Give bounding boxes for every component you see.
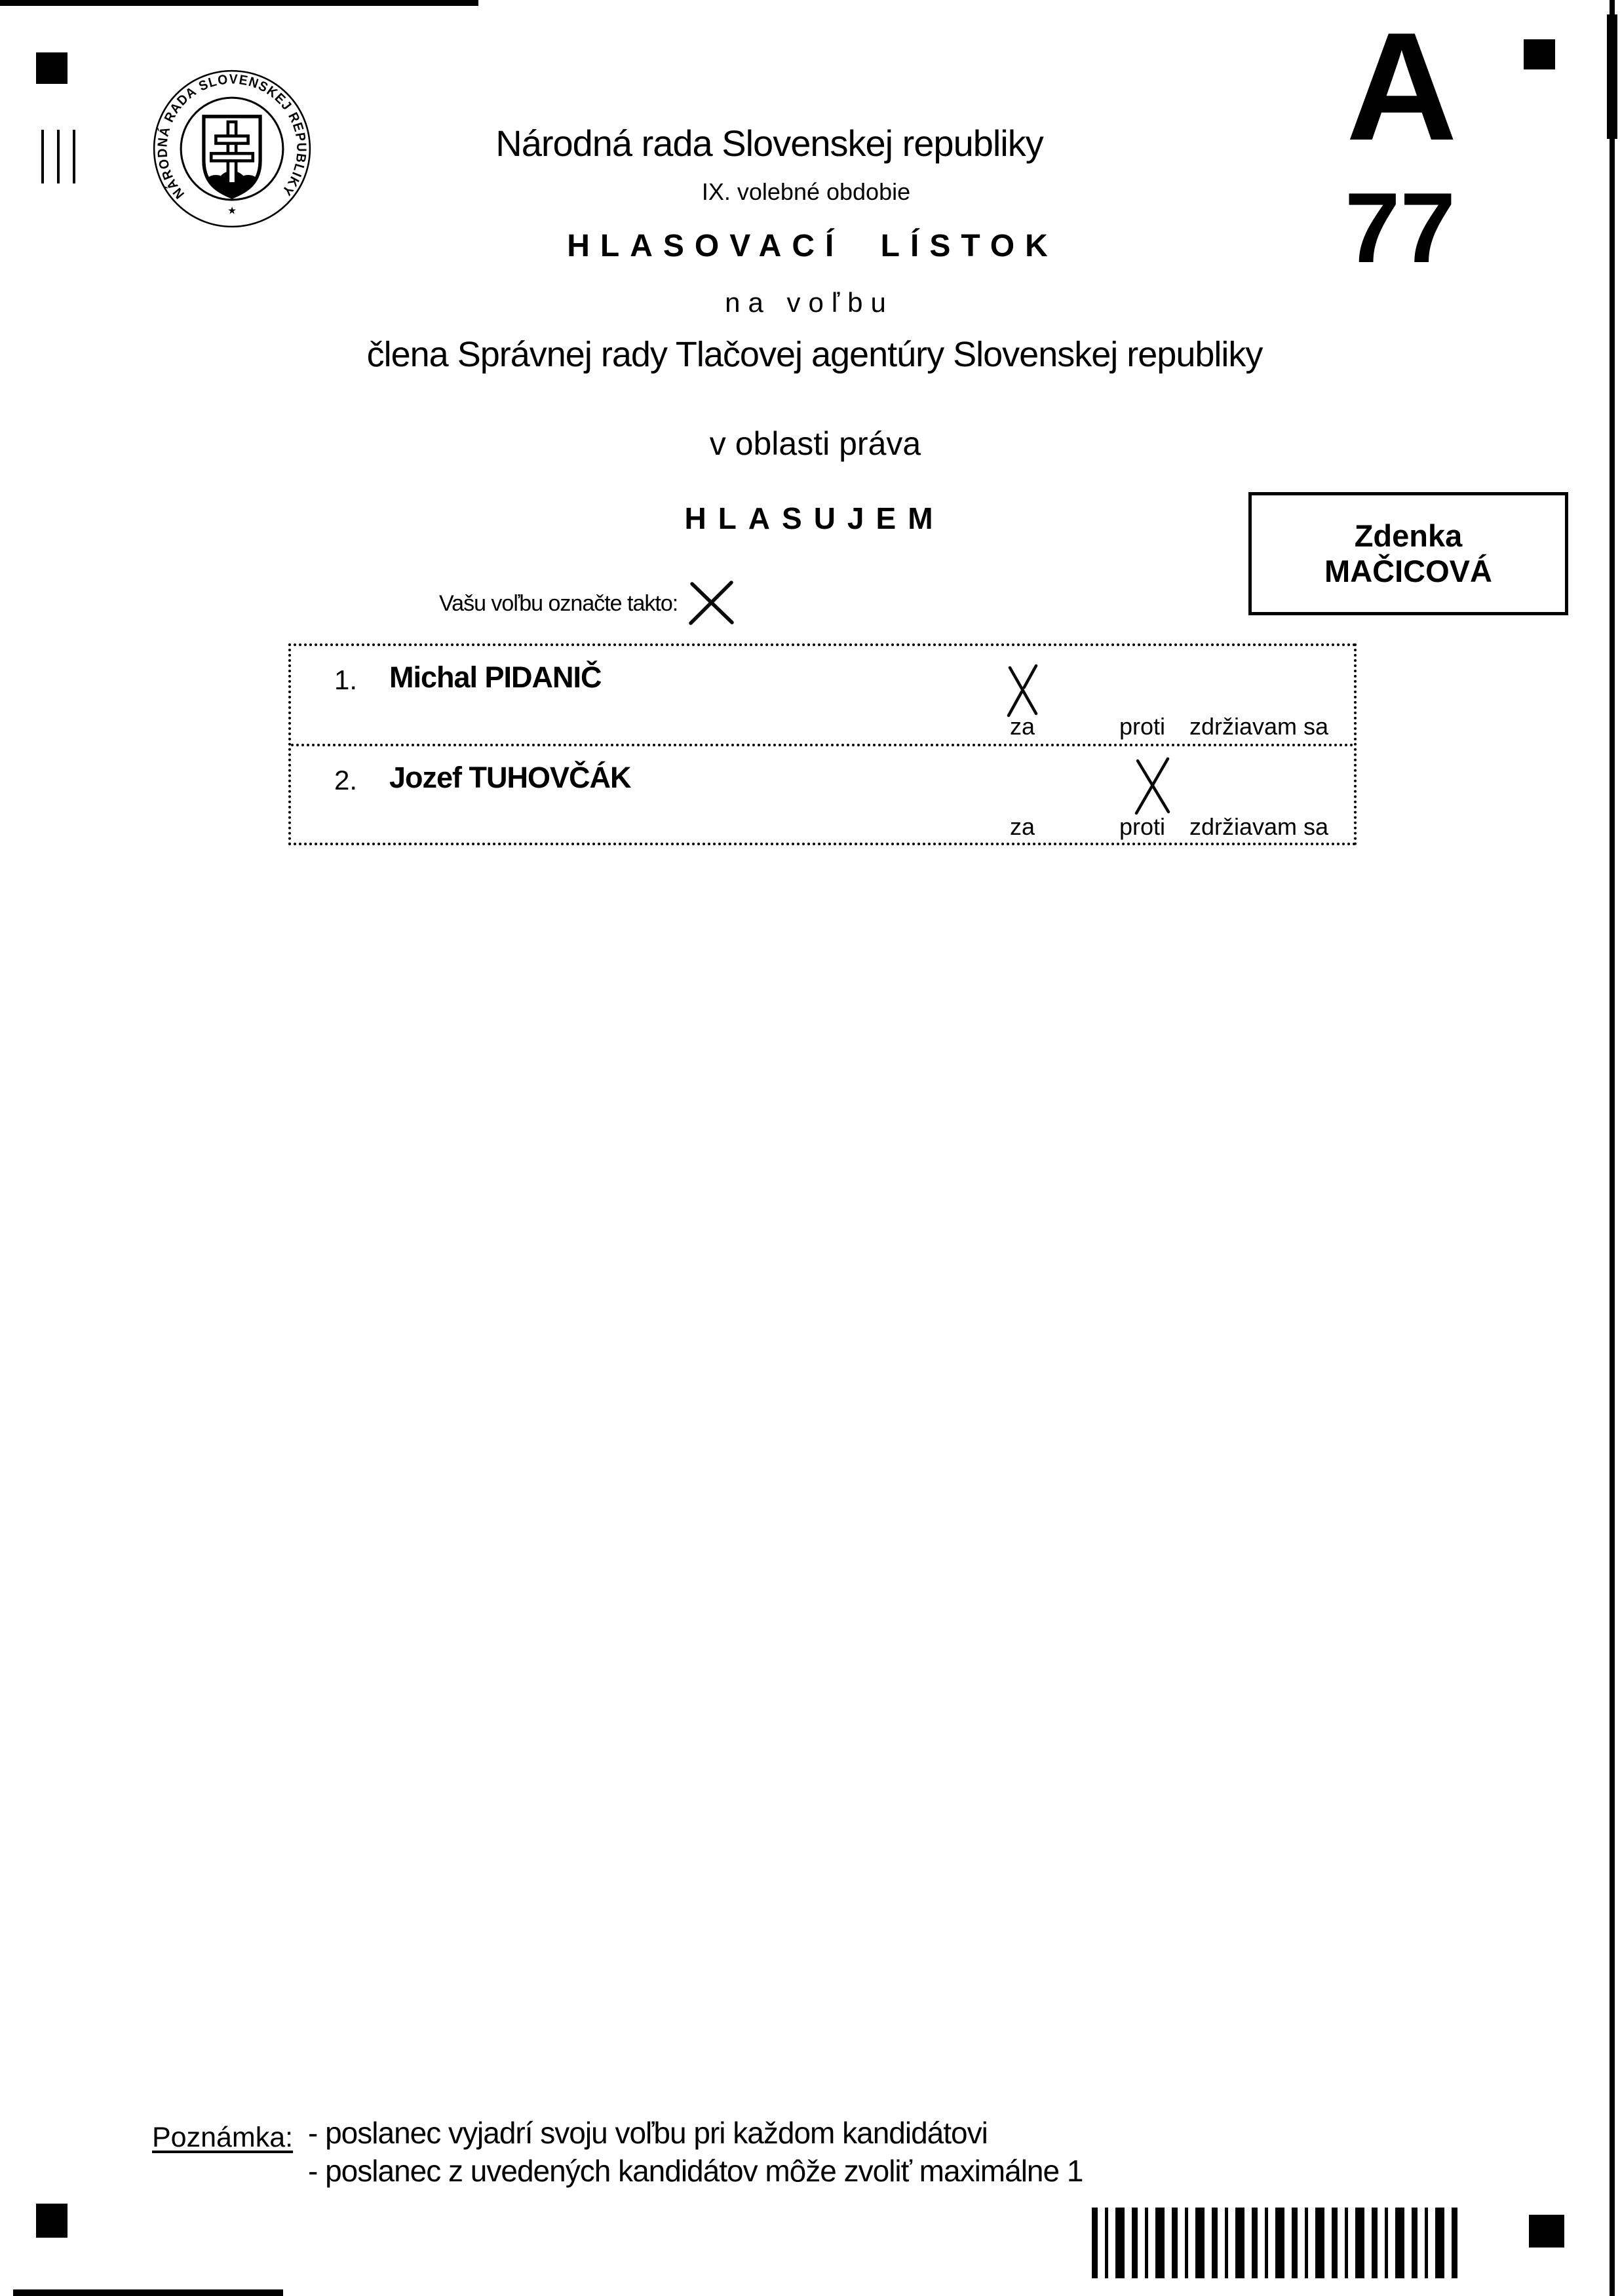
candidate-name: Jozef TUHOVČÁK [389,761,631,794]
candidate-number: 2. [334,765,358,795]
vote-option-abstain: zdržiavam sa [1189,713,1329,740]
document-title: HLASOVACÍ LÍSTOK [567,229,1058,263]
voter-last-name: MAČICOVÁ [1324,554,1492,588]
voter-name-box [1248,492,1568,615]
vote-mark-x-icon [1131,756,1174,817]
note-label: Poznámka: [152,2122,294,2153]
seal-star-icon: ★ [227,205,237,217]
note-line: - poslanec z uvedených kandidátov môže zvoliť maximálne 1 [308,2154,1083,2188]
document-subtitle: na voľbu [725,287,894,318]
ballot-number: 77 [1345,172,1456,284]
candidate-name: Michal PIDANIČ [389,660,602,694]
election-term: IX. volebné obdobie [701,178,911,205]
vote-option-za: za [1009,813,1035,840]
registration-line-1 [41,130,44,183]
vote-option-abstain: zdržiavam sa [1189,813,1329,840]
registration-square-bottom-left [36,2204,68,2238]
registration-line-3 [73,130,75,183]
vote-option-proti: proti [1119,713,1166,740]
election-subject: člena Správnej rady Tlačovej agentúry Slovenskej republiky [366,335,1263,374]
voter-first-name: Zdenka [1354,518,1463,553]
scan-artifact-bottom-strip [13,2289,283,2296]
parliament-seal-icon [151,68,313,229]
vote-option-za: za [1009,713,1035,740]
scan-artifact-top-strip [0,0,478,6]
ballot-series-letter: A [1346,0,1457,172]
scan-artifact-right-edge [1610,0,1615,2296]
sample-x-mark-icon [687,579,737,626]
registration-square-bottom-right [1529,2215,1564,2248]
registration-square-top-right [1524,39,1555,69]
candidate-row-1 [291,646,1354,746]
mark-instruction: Vašu voľbu označte takto: [439,591,678,616]
scan-artifact-right-edge-blob [1607,14,1617,139]
barcode [1092,2208,1463,2278]
candidate-number: 1. [334,664,358,695]
vote-heading: HLASUJEM [684,501,945,535]
candidate-row-2 [291,746,1354,844]
election-area: v oblasti práva [709,425,921,462]
org-title: Národná rada Slovenskej republiky [495,123,1043,164]
registration-line-2 [57,130,60,183]
seal-ring-text: NÁRODNÁ RADA SLOVENSKEJ REPUBLIKY [155,71,309,202]
vote-option-proti: proti [1119,813,1166,840]
vote-mark-x-icon [1004,663,1042,718]
candidates-table [288,643,1357,845]
note-line: - poslanec vyjadrí svoju voľbu pri každom kandidátovi [308,2116,988,2150]
registration-square-top-left [36,52,68,84]
